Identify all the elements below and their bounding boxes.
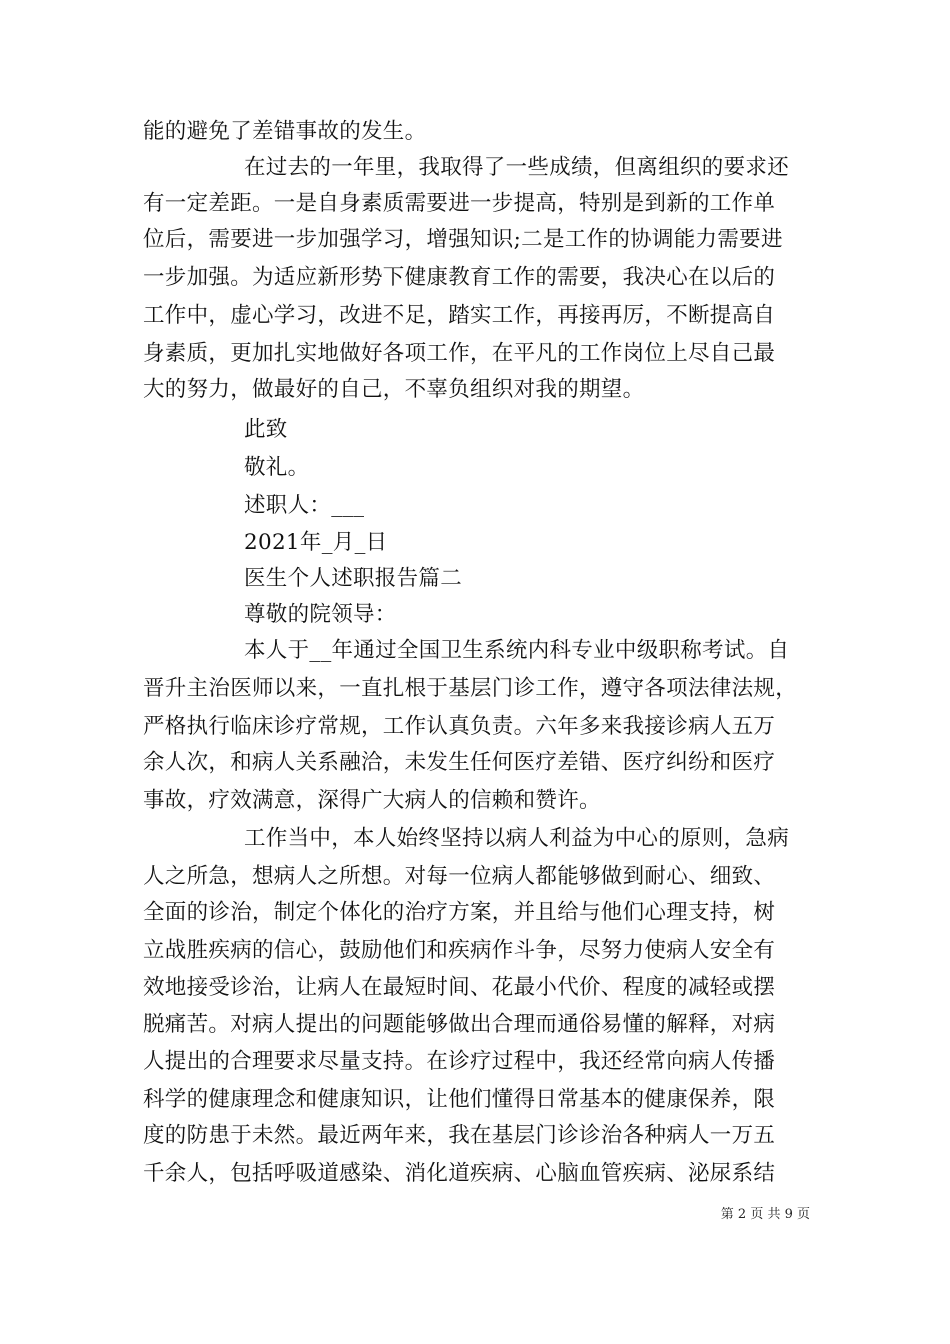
text-line: 人之所急，想病人之所想。对每一位病人都能够做到耐心、细致、 xyxy=(143,864,776,889)
text-line: 脱痛苦。对病人提出的问题能够做出合理而通俗易懂的解释，对病 xyxy=(143,1012,776,1037)
text-line: 科学的健康理念和健康知识，让他们懂得日常基本的健康保养，限 xyxy=(143,1087,776,1112)
text-line: 度的防患于未然。最近两年来，我在基层门诊诊治各种病人一万五 xyxy=(143,1123,776,1148)
text-line: 余人次，和病人关系融洽，未发生任何医疗差错、医疗纠纷和医疗 xyxy=(143,750,776,775)
text-line: 人提出的合理要求尽量支持。在诊疗过程中，我还经常向病人传播 xyxy=(143,1049,776,1074)
closing-regards: 敬礼。 xyxy=(244,455,310,480)
text-line: 立战胜疾病的信心，鼓励他们和疾病作斗争，尽努力使病人安全有 xyxy=(143,938,776,963)
text-line: 身素质，更加扎实地做好各项工作，在平凡的工作岗位上尽自己最 xyxy=(143,341,776,366)
text-line: 全面的诊治，制定个体化的治疗方案，并且给与他们心理支持，树 xyxy=(143,900,776,925)
text-line: 千余人，包括呼吸道感染、消化道疾病、心脑血管疾病、泌尿系结 xyxy=(143,1161,776,1186)
text-line: 位后，需要进一步加强学习，增强知识;二是工作的协调能力需要进 xyxy=(143,227,783,252)
text-line: 能的避免了差错事故的发生。 xyxy=(143,119,427,144)
closing-salutation: 此致 xyxy=(244,417,288,442)
section-title: 医生个人述职报告篇二 xyxy=(244,566,463,591)
paragraph-start-line: 工作当中，本人始终坚持以病人利益为中心的原则，急病 xyxy=(244,826,790,851)
text-line: 有一定差距。一是自身素质需要进一步提高，特别是到新的工作单 xyxy=(143,191,776,216)
greeting-line: 尊敬的院领导： xyxy=(244,602,397,627)
text-line: 工作中，虚心学习，改进不足，踏实工作，再接再厉，不断提高自 xyxy=(143,303,776,328)
text-line: 大的努力，做最好的自己，不辜负组织对我的期望。 xyxy=(143,377,645,402)
text-line: 事故，疗效满意，深得广大病人的信赖和赞许。 xyxy=(143,788,601,813)
text-line: 晋升主治医师以来，一直扎根于基层门诊工作，遵守各项法律法规， xyxy=(143,676,798,701)
text-line: 效地接受诊治，让病人在最短时间、花最小代价、程度的减轻或摆 xyxy=(143,975,776,1000)
paragraph-start-line: 本人于__年通过全国卫生系统内科专业中级职称考试。自 xyxy=(244,638,790,663)
text-line: 一步加强。为适应新形势下健康教育工作的需要，我决心在以后的 xyxy=(143,265,776,290)
page-number: 第 2 页 共 9 页 xyxy=(720,1207,810,1222)
signature-line: 述职人：___ xyxy=(244,493,365,518)
text-line: 严格执行临床诊疗常规，工作认真负责。六年多来我接诊病人五万 xyxy=(143,714,776,739)
date-line: 2021年_月_日 xyxy=(244,530,388,555)
paragraph-start-line: 在过去的一年里，我取得了一些成绩，但离组织的要求还 xyxy=(244,155,790,180)
